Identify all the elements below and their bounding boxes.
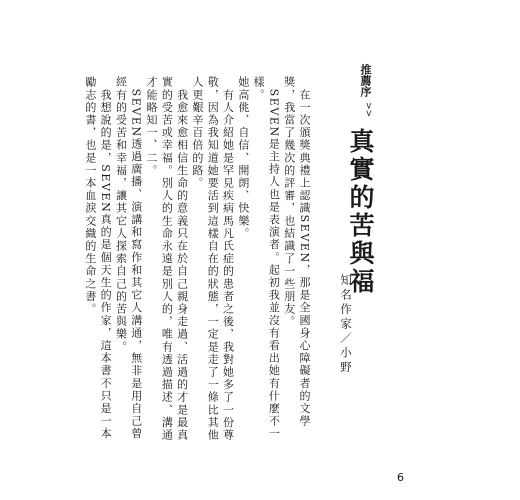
chapter-header — [348, 64, 373, 296]
chapter-title: 真實的苦與福 — [346, 128, 375, 297]
separator-glyph: >> — [363, 102, 373, 118]
paragraph: SEVEN透過廣播、演講和寫作和其它人溝通，無非是用自己曾經有的受苦和幸福，讓其它人探索自己的苦與樂。 — [114, 76, 143, 441]
author-byline: 知名作家／小野 — [339, 274, 353, 376]
paragraph: 有人介紹她是罕見疾病馬凡氏症的患者之後，我對她多了一份尊敬，因為我知道她要活到這樣自在的狀態，一定是走了一條比其他人更艱辛百倍的路。 — [190, 76, 235, 442]
paragraph: 我想說的是，SEVEN真的是個天生的作家，這本書不只是一本勵志的書，也是一本血淚交織的生命之書。 — [83, 76, 113, 441]
page-number: 6 — [397, 471, 404, 484]
paragraph: 我愈來愈相信生命的意義只在於自己親身走過、活過的才是最真實的受苦或幸福。別人的生命永遠是別人的，唯有透過描述、溝通才能略知一、二。 — [145, 76, 189, 442]
paragraph: SEVEN是主持人也是表演者。起初我並沒有看出她有什麼不一樣。 — [252, 76, 281, 441]
paragraph: 她高佻、自信、開朗、快樂。 — [236, 76, 250, 240]
section-label: 推薦序 — [359, 64, 372, 97]
body-text — [83, 76, 312, 446]
paragraph: 在一次頒獎典禮上認識SEVEN，那是全國身心障礙者的文學獎，我當了幾次的評審，也結識了一些朋友。 — [282, 76, 311, 428]
